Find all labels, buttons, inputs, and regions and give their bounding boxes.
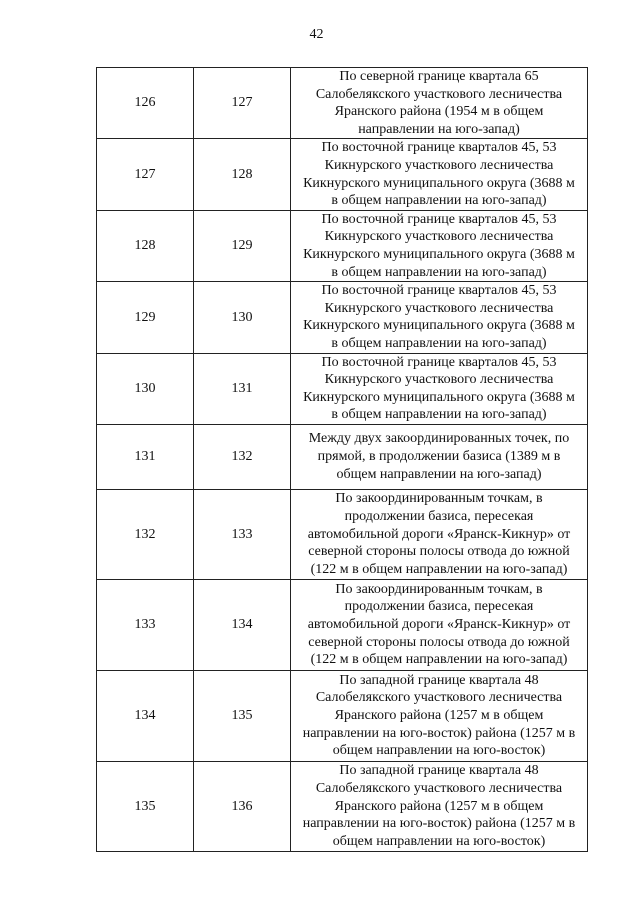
cell-point-from: 129	[97, 282, 194, 353]
description-line: автомобильной дороги «Яранск-Кикнур» от	[307, 617, 571, 633]
description-line: Кикнурского участкового лесничества	[324, 300, 554, 316]
description-line: общем направлении на юго-запад)	[336, 466, 542, 482]
description-line: северной стороны полосы отвода до южной	[308, 544, 570, 560]
table-row	[97, 579, 588, 670]
description-line: северной стороны полосы отвода до южной	[308, 634, 570, 650]
cell-point-from: 131	[97, 424, 194, 489]
description-line: По восточной границе кварталов 45, 53	[321, 211, 557, 227]
cell-boundary-description	[291, 210, 588, 281]
cell-boundary-description	[291, 670, 588, 761]
cell-point-from: 126	[97, 68, 194, 139]
cell-point-from: 134	[97, 670, 194, 761]
cell-point-to: 127	[194, 68, 291, 139]
description-line: в общем направлении на юго-запад)	[331, 264, 547, 280]
cell-point-to: 129	[194, 210, 291, 281]
cell-point-from: 132	[97, 489, 194, 579]
cell-point-from: 133	[97, 579, 194, 670]
description-line: Салобелякского участкового лесничества	[315, 86, 563, 102]
cell-point-from: 130	[97, 353, 194, 424]
description-line: По западной границе квартала 48	[339, 672, 539, 688]
description-line: Кикнурского участкового лесничества	[324, 157, 554, 173]
description-line: (122 м в общем направлении на юго-запад)	[310, 561, 568, 577]
cell-boundary-description	[291, 282, 588, 353]
table-row	[97, 210, 588, 281]
description-line: Яранского района (1257 м в общем	[334, 708, 544, 724]
description-line: Салобелякского участкового лесничества	[315, 690, 563, 706]
table-row	[97, 282, 588, 353]
description-line: По восточной границе кварталов 45, 53	[321, 354, 557, 370]
description-line: Кикнурского муниципального округа (3688 м	[303, 175, 575, 191]
cell-boundary-description	[291, 139, 588, 210]
table-row	[97, 139, 588, 210]
description-line: (122 м в общем направлении на юго-запад)	[310, 652, 568, 668]
table-row	[97, 761, 588, 851]
description-line: продолжении базиса, пересекая	[344, 599, 534, 615]
boundary-table-body	[97, 68, 588, 852]
description-line: Кикнурского участкового лесничества	[324, 229, 554, 245]
description-line: По северной границе квартала 65	[339, 69, 539, 84]
cell-point-to: 133	[194, 489, 291, 579]
description-line: По западной границе квартала 48	[339, 763, 539, 779]
description-line: По закоординированным точкам, в	[335, 491, 543, 507]
cell-boundary-description	[291, 489, 588, 579]
cell-boundary-description	[291, 424, 588, 489]
cell-point-from: 128	[97, 210, 194, 281]
cell-point-to: 130	[194, 282, 291, 353]
boundary-table	[96, 67, 588, 852]
cell-boundary-description	[291, 353, 588, 424]
cell-point-from: 127	[97, 139, 194, 210]
cell-point-from: 135	[97, 761, 194, 851]
cell-boundary-description	[291, 68, 588, 139]
description-line: в общем направлении на юго-запад)	[331, 407, 547, 423]
description-line: Между двух закоординированных точек, по	[308, 431, 570, 447]
description-line: в общем направлении на юго-запад)	[331, 335, 547, 351]
cell-point-to: 135	[194, 670, 291, 761]
table-row	[97, 68, 588, 139]
description-line: По закоординированным точкам, в	[335, 581, 543, 597]
description-line: направлении на юго-запад)	[358, 121, 520, 137]
description-line: Салобелякского участкового лесничества	[315, 780, 563, 796]
cell-point-to: 131	[194, 353, 291, 424]
cell-point-to: 128	[194, 139, 291, 210]
cell-boundary-description	[291, 761, 588, 851]
table-row	[97, 670, 588, 761]
cell-point-to: 132	[194, 424, 291, 489]
page-number: 42	[309, 27, 324, 42]
description-line: По восточной границе кварталов 45, 53	[321, 283, 557, 299]
table-row	[97, 353, 588, 424]
description-line: автомобильной дороги «Яранск-Кикнур» от	[307, 526, 571, 542]
table-row	[97, 489, 588, 579]
cell-point-to: 136	[194, 761, 291, 851]
description-line: Яранского района (1257 м в общем	[334, 798, 544, 814]
cell-boundary-description	[291, 579, 588, 670]
description-line: Кикнурского муниципального округа (3688 м	[303, 246, 575, 262]
description-line: продолжении базиса, пересекая	[344, 508, 534, 524]
description-line: По восточной границе кварталов 45, 53	[321, 140, 557, 156]
description-line: прямой, в продолжении базиса (1389 м в	[317, 449, 561, 465]
description-line: Кикнурского муниципального округа (3688 м	[303, 318, 575, 334]
description-line: Кикнурского муниципального округа (3688 м	[303, 389, 575, 405]
description-line: Кикнурского участкового лесничества	[324, 372, 554, 388]
description-line: направлении на юго-восток) района (1257 м в	[302, 816, 576, 832]
description-line: направлении на юго-восток) района (1257 м в	[302, 725, 576, 741]
description-line: общем направлении на юго-восток)	[332, 743, 546, 759]
description-line: в общем направлении на юго-запад)	[331, 193, 547, 209]
description-line: Яранского района (1954 м в общем	[334, 104, 544, 120]
cell-point-to: 134	[194, 579, 291, 670]
description-line: общем направлении на юго-восток)	[332, 833, 546, 849]
table-row	[97, 424, 588, 489]
